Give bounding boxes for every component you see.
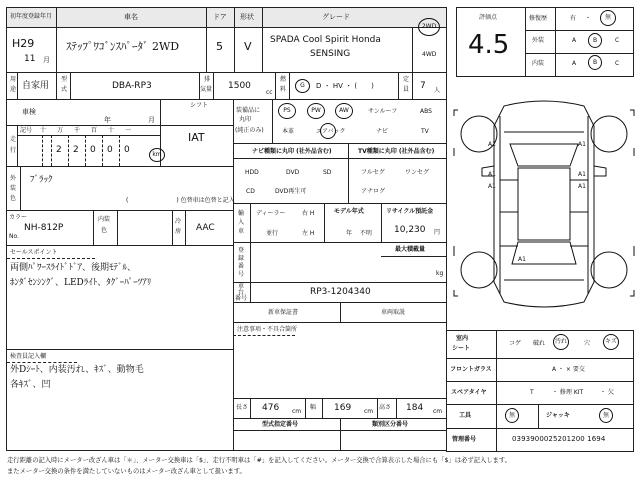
equip-navi: ナビ [376, 128, 389, 135]
grade-line1: SPADA Cool Spirit Honda [270, 35, 381, 45]
fuel-label: 燃 [280, 76, 287, 83]
displacement-label-2: 気量 [200, 86, 213, 93]
capacity-label: 定 [403, 76, 410, 83]
reg-label-2: 録 [238, 255, 245, 262]
color-no-label-2: No. [9, 233, 19, 240]
reg-label: 登 [238, 247, 245, 254]
color-label: 外 [10, 175, 17, 182]
max-load-label: 最大積載量 [395, 246, 426, 253]
mileage-digit-header: 記号 [20, 127, 33, 134]
ac: AAC [196, 223, 215, 233]
import-left-h: 左 H [302, 230, 315, 237]
sales-point-2: ﾎﾝﾀﾞｾﾝｼﾝｸﾞ、LEDﾗｲﾄ、ﾀｸﾞｰﾊﾟｰﾂｱﾘ [10, 278, 152, 288]
interior-b: B [588, 55, 602, 70]
equip-sunroof: サンルーフ [368, 108, 398, 115]
recycle-amount: 10,230 [394, 225, 426, 235]
model-year-suffix: 年 不明 [346, 230, 372, 237]
mileage-digit: 2 [73, 145, 79, 155]
equip-tv: TV [421, 128, 429, 135]
height: 184 [406, 403, 424, 413]
nav-cd: CD [246, 188, 255, 195]
equipment-label-2: 丸印 [239, 116, 252, 123]
drive-2wd: 2WD [418, 18, 440, 36]
kg-unit: kg [436, 270, 444, 277]
color: ﾌﾞﾗｯｸ [30, 175, 53, 185]
model: DBA-RP3 [112, 81, 152, 91]
seat-label-2: シート [452, 345, 471, 352]
management-number: 0393900025201200 1694 [512, 435, 606, 443]
repair-no: 無 [600, 10, 616, 26]
jack-label: ジャッキ [546, 412, 570, 419]
damage-mark-3: A1 [488, 171, 496, 178]
inspection-label: 車検 [22, 108, 36, 116]
mileage-digit-header: 百 [91, 127, 98, 134]
damage-mark-4: A1 [488, 183, 496, 190]
mileage-digit-header: 一 [125, 127, 132, 134]
inspection-month: 月 [148, 116, 155, 124]
mileage-digit: 0 [90, 145, 96, 155]
damage-mark-5: A1 [578, 171, 586, 178]
drive-4wd: 4WD [422, 51, 437, 58]
nav-dvd: DVD [286, 169, 300, 176]
tv-analog: アナログ [361, 188, 386, 195]
capacity-label-2: 員 [403, 86, 410, 93]
sales-point-1: 両側ﾊﾟﾜｰｽﾗｲﾄﾞﾄﾞｱ、後期ﾓﾃﾞﾙ、 [10, 263, 137, 273]
mileage-digit-header: 千 [74, 127, 81, 134]
equipment-label-3: (純正のみ) [235, 127, 264, 134]
grade-line2: SENSING [310, 49, 351, 59]
tv-oneseg: ワンセグ [405, 169, 430, 176]
nav-header: ナビ種類に丸印 (社外品含む) [252, 148, 332, 155]
interior-a: A [572, 60, 577, 67]
warranty-label: 新車保証書 [268, 309, 299, 316]
month-unit: 月 [43, 56, 50, 64]
mileage-unit-km: km [149, 148, 165, 162]
capacity-unit: 人 [434, 87, 441, 94]
nav-hdd: HDD [245, 169, 259, 176]
use-label: 用 [10, 76, 17, 83]
exterior-a: A [572, 37, 577, 44]
tv-fullseg: フルセグ [361, 169, 385, 176]
model-year-label: モデル年式 [334, 208, 364, 215]
repair-yes: 有 [570, 15, 577, 22]
length-unit: cm [292, 408, 302, 415]
equipment-label: 装備品に [236, 107, 261, 114]
glass-label: フロントガラス [450, 366, 492, 373]
model-label: 型 [61, 76, 68, 83]
roof [518, 168, 570, 240]
mileage-digit: 2 [56, 145, 62, 155]
ac-label-2: 房 [175, 228, 182, 235]
wheel-front-right [591, 116, 627, 152]
damage-mark-2: A1 [578, 141, 586, 148]
equip-aw: AW [335, 103, 353, 119]
inspector-note-1: 外Dｼｰﾄ、内装汚れ、ｷｽﾞ、動物毛 [10, 365, 144, 375]
width-unit: cm [364, 408, 374, 415]
length-label: 長さ [236, 404, 249, 411]
inspector-notes-label: 検査員記入欄 [10, 353, 47, 360]
color-note: ( ) 色替車は色替と記入 [126, 197, 235, 204]
use-label-2: 途 [10, 86, 17, 93]
color-no-label: カラー [9, 214, 28, 221]
model-label-2: 式 [61, 86, 68, 93]
height-unit: cm [433, 408, 443, 415]
windshield [510, 144, 578, 166]
interior-color-label: 内装 [98, 216, 111, 223]
damage-mark-6: A1 [578, 183, 586, 190]
color-label-3: 色 [10, 195, 17, 202]
cc-unit: cc [266, 89, 273, 96]
chassis-label: 車 [238, 283, 245, 290]
import-label-2: 入 [238, 219, 245, 226]
footer-line-1: 走行距離の記入時にメーター改ざん車は「＊」、メーター交換車は「$」、走行不明車は「#」を記入してください。メーター交換で合算表示した場合にも「$」は必ず記入します。 [7, 457, 511, 464]
color-no: NH-812P [24, 223, 64, 233]
shape-label: 形状 [240, 13, 254, 21]
mileage-digit-header: 十 [108, 127, 115, 134]
ac-label: 冷 [175, 218, 182, 225]
shift: IAT [188, 131, 205, 144]
score: 4.5 [468, 30, 510, 60]
first-reg-label: 初年度登録年月 [10, 13, 53, 20]
length: 476 [262, 403, 280, 413]
import-parallel: 並行 [266, 230, 279, 237]
import-label-3: 車 [238, 228, 245, 235]
displacement: 1500 [228, 81, 251, 91]
notes-label: 注意事項・不具合箇所 [237, 326, 298, 333]
import-right-h: 右 H [302, 210, 315, 217]
tools-none: 無 [505, 408, 519, 423]
mileage-digit: 0 [124, 145, 130, 155]
interior-c: C [615, 60, 620, 67]
color-label-2: 装 [10, 185, 17, 192]
chassis-label-2: 台 [238, 289, 245, 296]
seat-stain: 汚れ [553, 334, 569, 350]
type-designation-label: 型式指定番号 [262, 421, 299, 428]
doors: 5 [216, 40, 223, 53]
door-label: ドア [213, 13, 227, 21]
wheel-rear-right [591, 252, 627, 288]
nav-sd: SD [323, 169, 332, 176]
damage-mark-1: A1 [488, 141, 496, 148]
repair-label: 修復歴 [529, 15, 548, 22]
footer-line-2: またメーター交換の条件を満たしていないものはメーター改ざん車として扱います。 [7, 468, 246, 475]
wheel-rear-left [461, 252, 497, 288]
capacity: 7 [420, 81, 426, 91]
exterior-c: C [615, 37, 620, 44]
jack-none: 無 [599, 408, 613, 423]
fuel-selected: G [295, 79, 310, 93]
width: 169 [334, 403, 352, 413]
repair-sep: ・ [585, 15, 592, 22]
spare-repair-kit: ・ 修理 KIT [552, 389, 584, 396]
interior-label: 内装 [532, 60, 545, 67]
inspection-year: 年 [104, 116, 111, 124]
management-label: 管理番号 [452, 436, 477, 443]
car-name: ｽﾃｯﾌﾟﾜｺﾞﾝｽﾊﾟｰﾀﾞ 2WD [66, 40, 180, 53]
chassis: RP3-1204340 [310, 287, 371, 297]
reg-label-4: 号 [238, 271, 245, 278]
inspector-note-2: 各ｷｽﾞ、凹 [10, 380, 51, 390]
equip-ps: PS [278, 103, 296, 119]
equip-leather: 本革 [282, 128, 295, 135]
seat-scratch: キズ [603, 334, 619, 350]
seat-label: 室内 [456, 335, 469, 342]
seat-tear: 破れ [533, 340, 546, 347]
width-label: 幅 [310, 404, 317, 411]
displacement-label: 排 [204, 76, 211, 83]
shape: V [244, 40, 252, 53]
import-dealer: ディーラー [256, 210, 286, 217]
mileage-label: 走 [10, 136, 17, 143]
exterior-label: 外装 [532, 37, 545, 44]
seat-burn: コゲ [509, 340, 522, 347]
seat-hole: 穴 [584, 340, 591, 347]
mileage-digit-header: 十 [40, 127, 47, 134]
chassis-label-3: 番号 [235, 295, 248, 302]
fuel-label-2: 料 [280, 86, 287, 93]
equip-airbag-circle [320, 123, 336, 139]
use: 自家用 [22, 81, 50, 91]
glass-options: A ・ × 要交 [552, 366, 585, 373]
spare-missing: ・ 欠 [600, 389, 614, 396]
height-label: 高さ [379, 404, 392, 411]
mileage-label-2: 行 [10, 147, 17, 154]
sales-points-label: セールスポイント [10, 249, 58, 256]
manual-label: 車両取説 [381, 309, 406, 316]
yen-unit: 円 [434, 229, 441, 236]
fuel-options: D ・ HV ・ ( ) [316, 82, 374, 90]
interior-color-label-2: 色 [101, 227, 108, 234]
exterior-b: B [588, 33, 602, 48]
tools-label: 工具 [459, 412, 472, 419]
car-name-label: 車名 [124, 13, 138, 21]
equip-pw: PW [307, 103, 325, 119]
spare-tire: T [530, 389, 534, 396]
class-number-label: 類別区分番号 [372, 421, 409, 428]
mileage-digit-header: 万 [57, 127, 64, 134]
score-label: 評価点 [479, 14, 498, 21]
first-reg-year: H29 [12, 37, 35, 50]
recycle-label: リサイクル預託金 [386, 208, 434, 215]
damage-mark-7: A1 [518, 256, 526, 263]
first-reg-month: 11 [24, 54, 36, 64]
spare-label: スペアタイヤ [451, 389, 487, 396]
equip-abs: ABS [420, 108, 432, 115]
reg-label-3: 番 [238, 263, 245, 270]
nav-dvd-play: DVD再生可 [275, 188, 307, 195]
grade-label: グレード [322, 13, 350, 21]
tv-header: TV種類に丸印 (社外品含む) [358, 148, 435, 155]
equip-airbag: エアバック [316, 128, 346, 135]
mileage-digit: 0 [107, 145, 113, 155]
import-label: 輸 [238, 210, 245, 217]
shift-label: シフト [190, 102, 209, 109]
car-damage-diagram [452, 96, 636, 320]
